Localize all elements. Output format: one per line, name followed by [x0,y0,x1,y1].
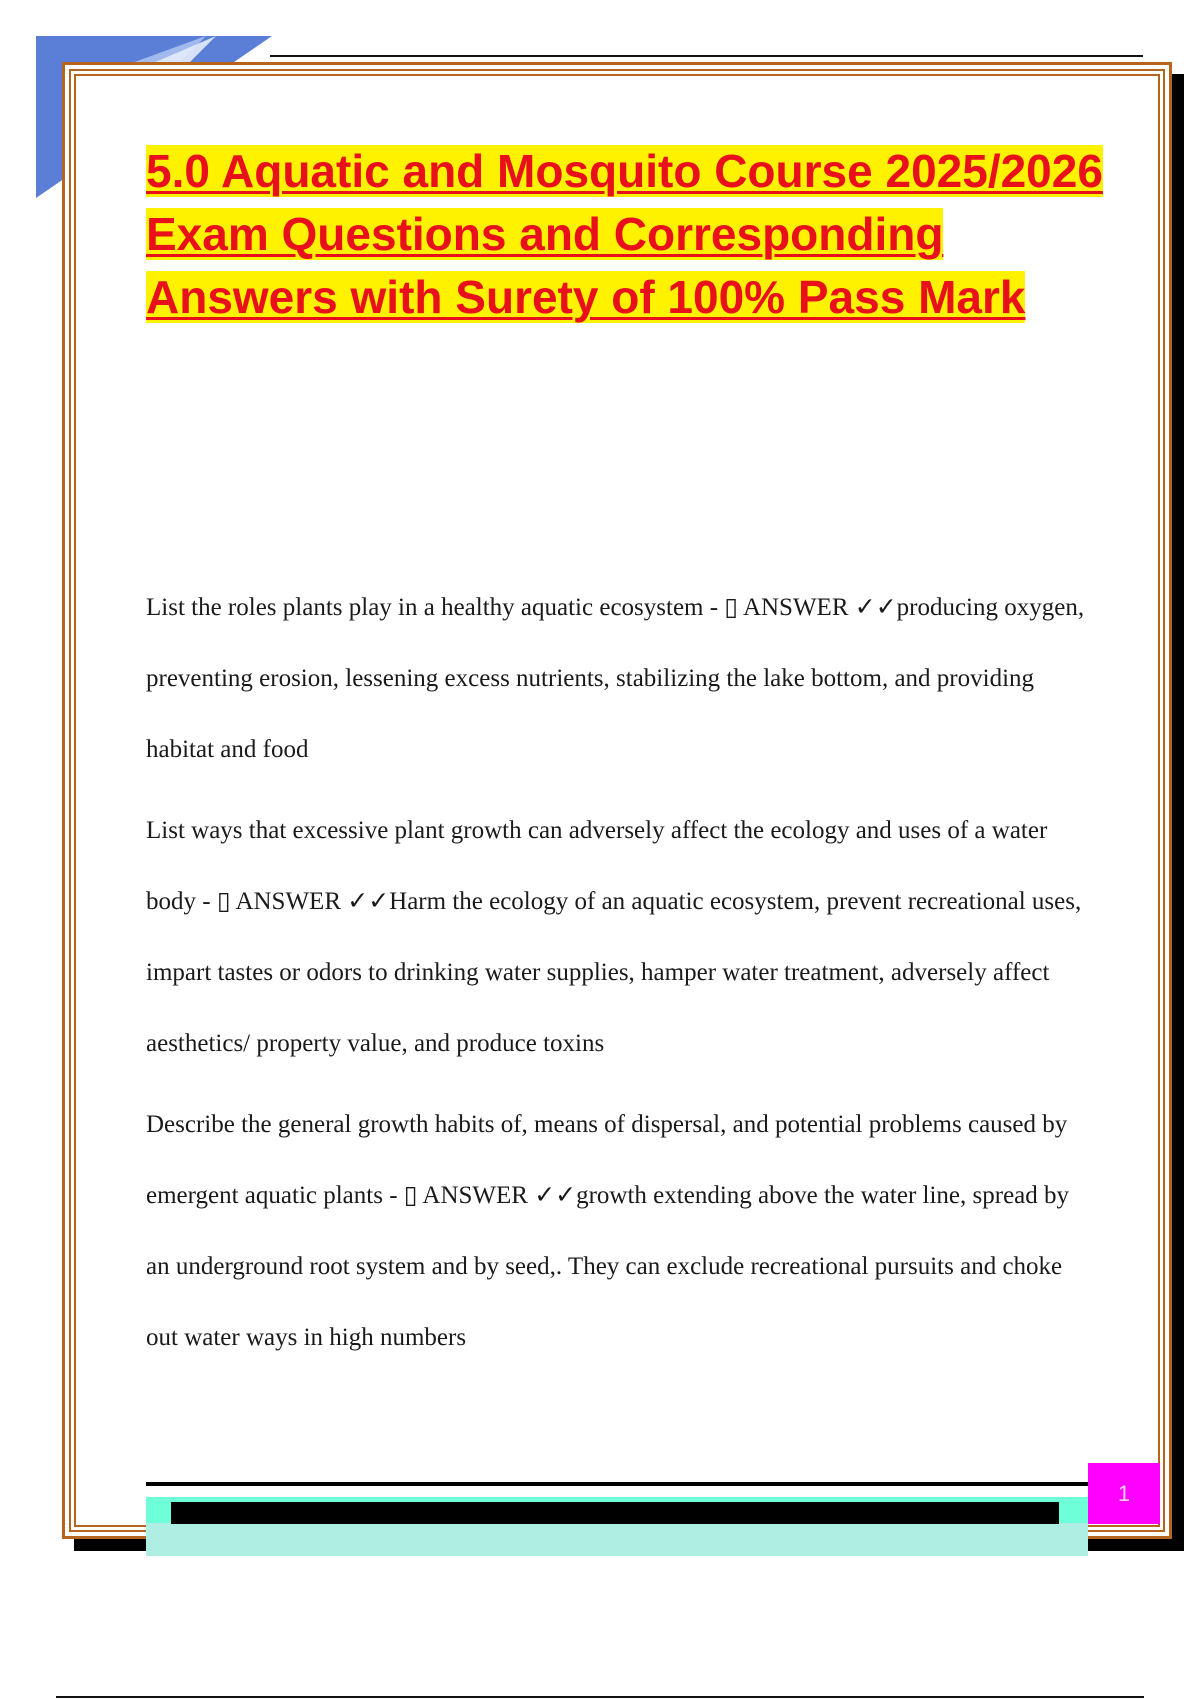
footer-rule [146,1482,1088,1486]
footer-black-bar [171,1502,1059,1524]
qa-item-3 [146,1089,1096,1373]
answer-marker: - ▯ ANSWER ✓✓ [382,1182,577,1209]
question-text: List the roles plants play in a healthy aquatic ecosystem [146,594,704,621]
page-number: 1 [1117,1480,1131,1506]
bottom-rule [56,1696,1144,1698]
question-text: List ways that excessive plant growth can adversely affect the ecology and uses of a water body [146,817,1048,915]
qa-list [146,572,1096,1383]
qa-item-2 [146,795,1096,1079]
document-title [146,140,1106,329]
question-text: Describe the general growth habits of, means of dispersal, and potential problems caused by emergent aquatic plants [146,1111,1068,1209]
answer-text: Harm the ecology of an aquatic ecosystem, prevent recreational uses, impart tastes or odors to drinking water supplies, hamper water treatment, adversely affect aesthetics/ property value, and produce toxins [146,888,1082,1057]
document-title-text: 5.0 Aquatic and Mosquito Course 2025/2026 Exam Questions and Corresponding Answers with Surety of 100% Pass Mark [146,145,1103,323]
answer-text: growth extending above the water line, spread by an underground root system and by seed,. They can exclude recreational pursuits and choke out water ways in high numbers [146,1182,1070,1351]
answer-text: producing oxygen, preventing erosion, lessening excess nutrients, stabilizing the lake bottom, and providing habitat and food [146,594,1085,763]
page-number-badge [1088,1463,1160,1524]
answer-marker: - ▯ ANSWER ✓✓ [703,594,897,621]
answer-marker: - ▯ ANSWER ✓✓ [196,888,390,915]
qa-item-1 [146,572,1096,785]
top-rule [270,55,1143,57]
